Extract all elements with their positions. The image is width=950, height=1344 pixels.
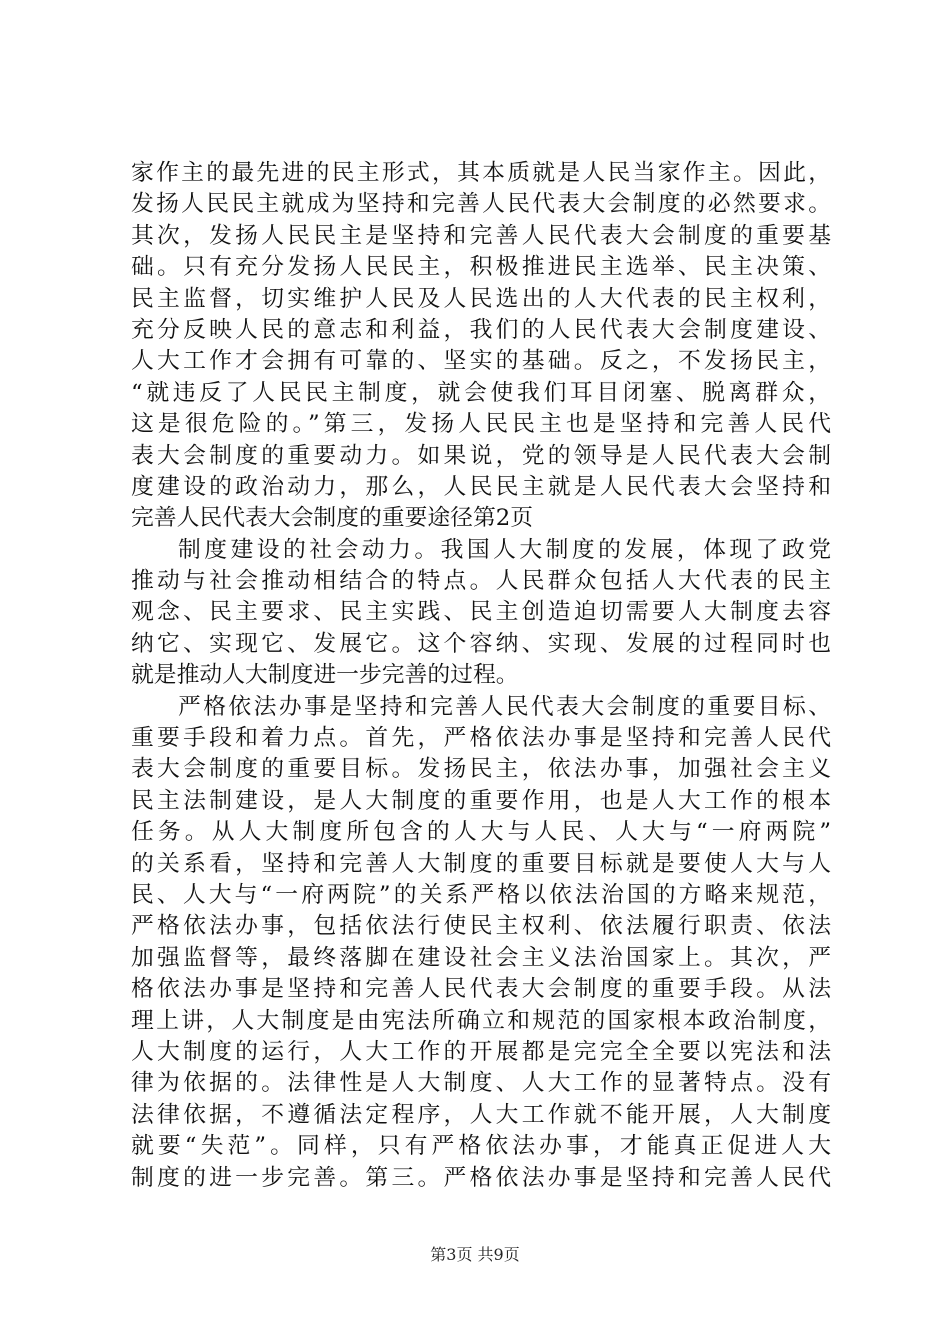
text-line: 完善人民代表大会制度的重要途径第2页 — [131, 505, 534, 532]
text-line: 人大制度的运行，人大工作的开展都是完完全全要以宪法和法 — [131, 1038, 831, 1065]
text-line: 重要手段和着力点。首先，严格依法办事是坚持和完善人民代 — [131, 725, 831, 752]
text-line: 表大会制度的重要目标。发扬民主，依法办事，加强社会主义 — [131, 756, 831, 783]
text-line: 理上讲，人大制度是由宪法所确立和规范的国家根本政治制度， — [131, 1007, 831, 1034]
text-line: 人大工作才会拥有可靠的、坚实的基础。反之，不发扬民主， — [131, 348, 831, 375]
text-line: 民主监督，切实维护人民及人民选出的人大代表的民主权利， — [131, 285, 831, 312]
text-line: 表大会制度的重要动力。如果说，党的领导是人民代表大会制 — [131, 442, 831, 469]
text-line: 格依法办事是坚持和完善人民代表大会制度的重要手段。从法 — [131, 976, 831, 1003]
text-line: 加强监督等，最终落脚在建设社会主义法治国家上。其次，严 — [131, 944, 831, 971]
text-line: 观念、民主要求、民主实践、民主创造迫切需要人大制度去容 — [131, 599, 831, 626]
text-line: 发扬人民民主就成为坚持和完善人民代表大会制度的必然要求。 — [131, 191, 831, 218]
text-line: 这是很危险的。”第三，发扬人民民主也是坚持和完善人民代 — [131, 411, 831, 438]
text-line: 律为依据的。法律性是人大制度、人大工作的显著特点。没有 — [131, 1070, 831, 1097]
text-line: 础。只有充分发扬人民民主，积极推进民主选举、民主决策、 — [131, 254, 831, 281]
text-line: 度建设的政治动力，那么，人民民主就是人民代表大会坚持和 — [131, 473, 831, 500]
text-line: 充分反映人民的意志和利益，我们的人民代表大会制度建设、 — [131, 316, 831, 343]
text-line: 民主法制建设，是人大制度的重要作用，也是人大工作的根本 — [131, 787, 831, 814]
document-body — [131, 158, 831, 1194]
text-line: 任务。从人大制度所包含的人大与人民、人大与“一府两院” — [131, 819, 831, 846]
text-line: “就违反了人民民主制度，就会使我们耳目闭塞、脱离群众， — [131, 379, 831, 406]
text-line: 制度建设的社会动力。我国人大制度的发展，体现了政党 — [178, 536, 831, 563]
text-line: 家作主的最先进的民主形式，其本质就是人民当家作主。因此， — [131, 160, 831, 186]
text-line: 就要“失范”。同样，只有严格依法办事，才能真正促进人大 — [131, 1133, 831, 1160]
text-line: 严格依法办事是坚持和完善人民代表大会制度的重要目标、 — [178, 693, 831, 720]
text-line: 其次，发扬人民民主是坚持和完善人民代表大会制度的重要基 — [131, 222, 831, 249]
text-line: 就是推动人大制度进一步完善的过程。 — [131, 662, 519, 689]
page-number: 第3页 共9页 — [430, 1245, 520, 1264]
text-line: 纳它、实现它、发展它。这个容纳、实现、发展的过程同时也 — [131, 630, 831, 657]
text-line: 制度的进一步完善。第三。严格依法办事是坚持和完善人民代 — [131, 1164, 831, 1191]
text-line: 民、人大与“一府两院”的关系严格以依法治国的方略来规范， — [131, 881, 831, 908]
text-line: 推动与社会推动相结合的特点。人民群众包括人大代表的民主 — [131, 568, 831, 595]
text-line: 法律依据，不遵循法定程序，人大工作就不能开展，人大制度 — [131, 1101, 831, 1128]
text-line: 严格依法办事，包括依法行使民主权利、依法履行职责、依法 — [131, 913, 831, 940]
text-line: 的关系看，坚持和完善人大制度的重要目标就是要使人大与人 — [131, 850, 831, 877]
